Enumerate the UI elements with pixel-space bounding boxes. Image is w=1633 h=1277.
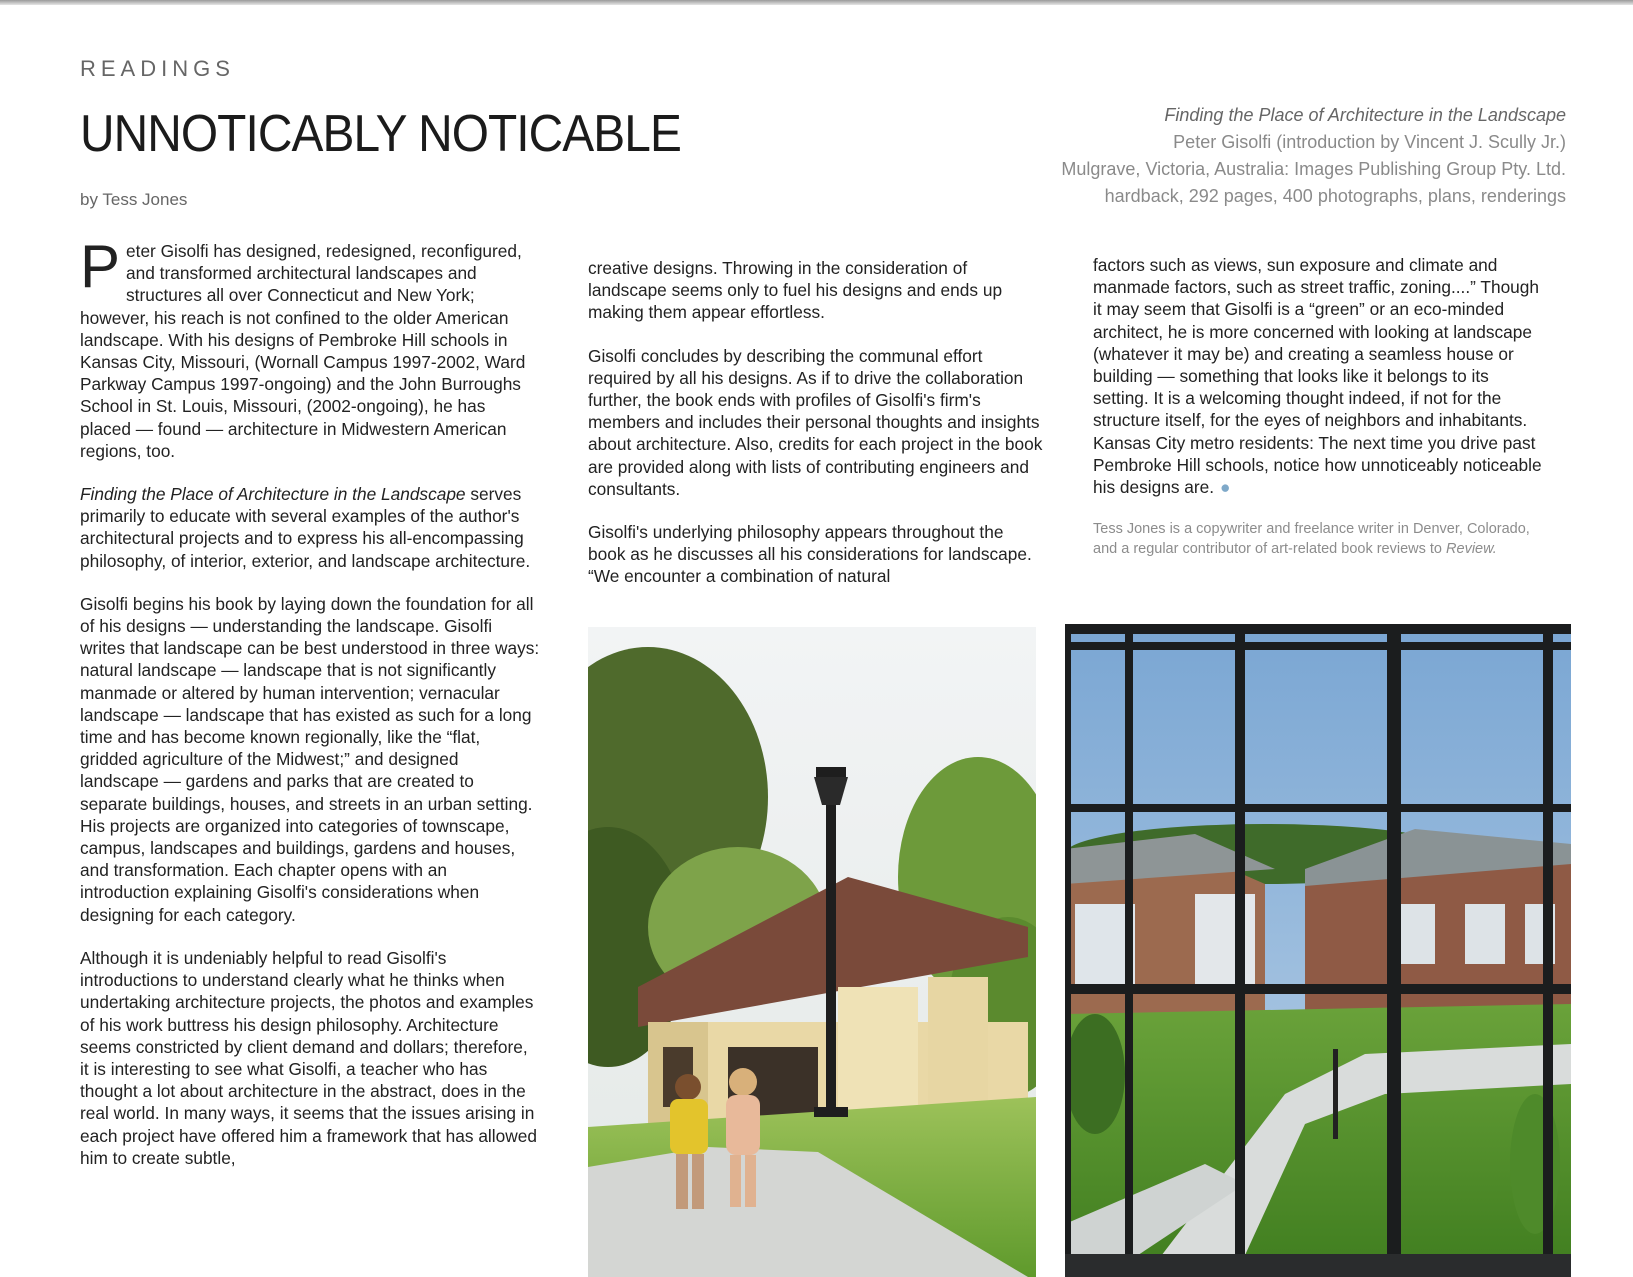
article-column-3: [1093, 254, 1548, 559]
author-bio: [1093, 519, 1548, 559]
paragraph: Gisolfi's underlying philosophy appears throughout the book as he discusses all his considerations for landscape. “We encounter a combination of natural: [588, 522, 1032, 587]
window-view-illustration: [1065, 624, 1571, 1277]
paragraph-text: eter Gisolfi has designed, redesigned, reconfigured, and transformed architectural landscapes and structures all over Connecticut and New York; however, his reach is not confined to the older American landscape. With his designs of Pembroke Hill schools in Kansas City, Missouri, (Wornall Campus 1997-2002, Ward Parkway Campus 1997-ongoing) and the John Burroughs School in St. Louis, Missouri, (2002-ongoing), he has placed — found — architecture in Midwestern American regions, too.: [80, 241, 526, 461]
paragraph: [80, 483, 540, 572]
article-headline: UNNOTICABLY NOTICABLE: [80, 105, 681, 163]
paragraph: creative designs. Throwing in the consideration of landscape seems only to fuel his designs and ends up making them appear effortless.: [588, 258, 1003, 323]
bio-text: Tess Jones is a copywriter and freelance writer in Denver, Colorado, and a regular contributor of art-related book reviews to: [1093, 521, 1530, 558]
book-author: Peter Gisolfi (introduction by Vincent J. Scully Jr.): [1173, 132, 1566, 152]
book-info: [966, 102, 1566, 210]
campus-path-illustration: [588, 627, 1036, 1277]
article-column-1: [80, 233, 540, 1190]
paragraph: Gisolfi concludes by describing the communal effort required by all his designs. As if to drive the collaboration further, the book ends with profiles of Gisolfi's firm's members and includes their personal thoughts and insights about architecture. Also, credits for each project in the book are provided along with lists of contributing engineers and consultants.: [588, 345, 1043, 499]
end-mark-icon: ●: [1220, 477, 1231, 498]
book-title-inline: Finding the Place of Architecture in the Landscape: [80, 484, 466, 505]
paragraph: Although it is undeniably helpful to read Gisolfi's introductions to understand clearly what he thinks when undertaking architecture projects, the photos and examples of his work buttress his design philosophy. Architecture seems constricted by client demand and dollars; therefore, it is interesting to see what Gisolfi, a teacher who has thought a lot about architecture in the abstract, does in the real world. In many ways, it seems that the issues arising in each project have offered him a framework that has allowed him to create subtle,: [80, 947, 537, 1168]
book-publisher: Mulgrave, Victoria, Australia: Images Publishing Group Pty. Ltd.: [1061, 159, 1566, 179]
page-top-edge: [0, 0, 1633, 5]
campus-window-view-photo: [1065, 624, 1571, 1277]
paragraph: [80, 233, 540, 462]
section-label: READINGS: [80, 56, 235, 81]
byline: by Tess Jones: [80, 190, 188, 209]
paragraph: Gisolfi begins his book by laying down the foundation for all of his designs — understanding the landscape. Gisolfi writes that landscape can be best understood in three ways: natural landscape — landscape that is not significantly manmade or altered by human intervention; vernacular landscape — landscape that has existed as such for a long time and has become known regionally, like the “flat, gridded agriculture of the Midwest;” and designed landscape — gardens and parks that are created to separate buildings, houses, and streets in an urban setting. His projects are organized into categories of townscape, campus, landscapes and buildings, gardens and houses, and transformation. Each chapter opens with an introduction explaining Gisolfi's considerations when designing for each category.: [80, 593, 540, 925]
paragraph: [1093, 254, 1548, 498]
article-column-2: [588, 257, 1043, 609]
drop-cap: P: [80, 233, 121, 300]
campus-path-photo: [588, 627, 1036, 1277]
paragraph-text: factors such as views, sun exposure and climate and manmade factors, such as street traffic, zoning....” Though it may seem that Gisolfi is a “green” or an eco-minded architect, he is more concerned with looking at landscape (whatever it may be) and creating a seamless house or building — something that looks like it belongs to its setting. It is a welcoming thought indeed, if not for the structure itself, for the eyes of neighbors and inhabitants. Kansas City metro residents: The next time you drive past Pembroke Hill schools, notice how unnoticeably noticeable his designs are.: [1093, 255, 1542, 498]
book-title: Finding the Place of Architecture in the Landscape: [1164, 105, 1566, 125]
paragraph-text: serves primarily to educate with several examples of the author's architectural projects and to express his all-encompassing philosophy, of interior, exterior, and landscape architecture.: [80, 484, 531, 571]
book-format: hardback, 292 pages, 400 photographs, plans, renderings: [1104, 186, 1566, 206]
bio-italic: Review.: [1446, 541, 1497, 558]
